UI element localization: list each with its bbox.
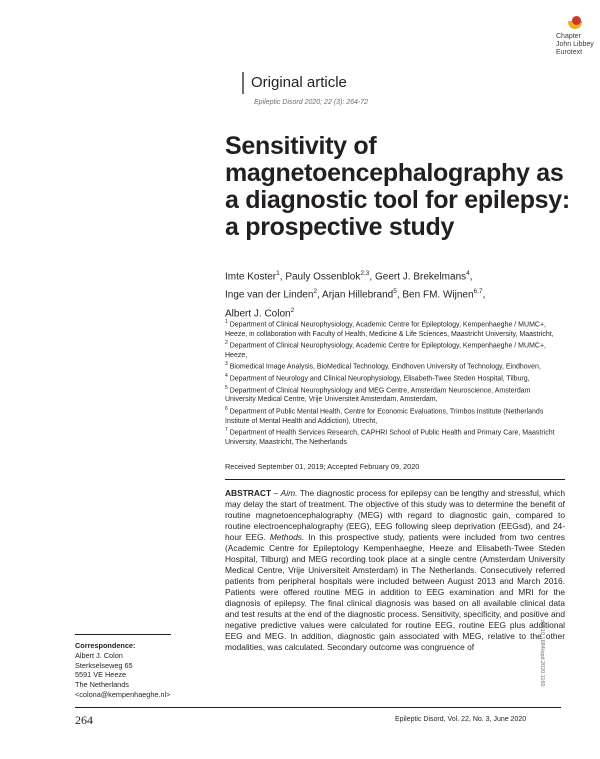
aim-label: Aim. [280,488,298,498]
affiliations [225,318,560,447]
author-name: Ben FM. Wijnen [402,289,474,301]
doi[interactable]: doi:10.1684/epd.2020.1160 [539,620,545,687]
affiliation-item: $^2$ Department of Clinical Neurophysiology, Academic Centre for Epileptology, Kempenhaeghe / MUMC+, Heeze, [225,340,546,359]
author-name: Pauly Ossenblok [285,271,361,283]
author-name: Imte Koster [225,271,277,283]
correspondence-email[interactable]: <colona@kempenhaeghe.nl> [75,689,171,699]
author-list: Imte Koster$^1$, Pauly Ossenblok$^{2,3}$, Geert J. Brekelmans$^4$, Inge van der Linden$^2$, Arjan Hillebrand$^5$, Ben FM. Wijnen$^{6,7}$, Albert J. Colon$^2$ [225,270,486,319]
correspondence-line: 5591 VE Heeze [75,670,127,680]
affiliation-item: $^4$ Department of Neurology and Clinical Neurophysiology, Elisabeth-Twee Steden Hospital, Tilburg, [225,373,530,383]
correspondence-line: The Netherlands [75,680,129,690]
divider [75,707,561,708]
correspondence-heading: Correspondence: [75,641,136,650]
section-label: Original article [251,74,347,91]
author-name: Albert J. Colon [225,307,291,319]
title-line: a prospective study [225,213,455,241]
article-title [225,132,570,241]
divider [225,479,565,480]
section-bar [242,72,244,94]
correspondence-line: Sterkselseweg 65 [75,660,133,670]
affiliation-item: $^3$ Biomedical Image Analysis, BioMedical Technology, Eindhoven University of Technology, Eindhoven, [225,361,541,371]
author-affil: 2 [313,288,318,296]
publisher-logo-text: Chapter John Libbey Eurotext [556,33,594,56]
received-dates: Received September 01, 2019; Accepted February 09, 2020 [225,462,420,471]
author-name: Arjan Hillebrand [322,289,394,301]
author-affil: 2,3 [360,270,370,277]
page-number: 264 [75,713,93,727]
publisher-logo [556,15,596,55]
affiliation-item: $^6$ Department of Public Mental Health, Centre for Economic Evaluations, Trimbos Institute (Netherlands Institute of Mental Health and Addiction), Utrecht, [225,405,544,425]
author-affil: 6,7 [473,288,483,296]
author-affil: 5 [393,288,397,296]
divider [75,634,171,635]
methods-text: In this prospective study, patients were included from two centres (Academic Centre for Epileptology Kempenhaeghe, Heeze and Elisabeth-Twee Steden Hospital, Tilburg) and MEG recording took place at a single centre (Amsterdam University Medical Centre, Vrije Universiteit Amsterdam) in The Netherlands. Consecutively referred patients from peripheral hospitals were included between August 2013 and March 2016. Patients were offered routine MEG in addition to EEG examination and MRI for the diagnosis of epilepsy. The final clinical diagnosis was based on all available clinical data and test results at the end of the diagnostic process. Sensitivity, specificity, and positive and negative predictive values were calculated for routine EEG, routine EEG plus additional EEG and MEG. In addition, diagnostic gain associated with MEG, relative to the other modalities, was calculated. Secondary outcome was congruence of [225,532,565,652]
correspondence-line: Albert J. Colon [75,650,123,660]
journal-footer: Epileptic Disord, Vol. 22, No. 3, June 2020 [395,716,527,723]
jle-logo-icon [568,21,582,29]
abstract: ABSTRACT – Aim. The diagnostic process for epilepsy can be lengthy and stressful, which may delay the start of treatment. The objective of this study was to determine the benefit of routine magnetoencephalography (MEG) with regard to diagnostic gain, compared to routine electroencephalography (EEG), EEG following sleep deprivation (EEGsd), and 24-hour EEG. Methods. In this prospective study, patients were included from two centres (Academic Centre for Epileptology Kempenhaeghe, Heeze and Elisabeth-Twee Steden Hospital, Tilburg) and MEG recording took place at a single centre (Amsterdam University Medical Centre, Vrije Universiteit Amsterdam) in The Netherlands. Consecutively referred patients from peripheral hospitals were included between August 2013 and March 2016. Patients were offered routine MEG in addition to EEG examination and MRI for the diagnosis of epilepsy. The final clinical diagnosis was based on all available clinical data and test results at the end of the diagnostic process. Sensitivity, specificity, and positive and negative predictive values were calculated for routine EEG, routine EEG plus additional EEG and MEG. In addition, diagnostic gain associated with MEG, relative to the other modalities, was calculated. Secondary outcome was congruence of [225,488,566,652]
abstract-label: ABSTRACT [225,488,272,498]
author-name: Inge van der Linden [225,289,314,301]
affiliation-item: $^5$ Department of Clinical Neurophysiology and MEG Centre, Amsterdam Neuroscience, Amsterdam University Medical Centre, Vrije Universiteit Amsterdam, Amsterdam, [225,384,531,404]
aim-text: The diagnostic process for epilepsy can be lengthy and stressful, which may delay the start of treatment. The objective of this study was to determine the benefit of routine magnetoencephalography (MEG) with regard to diagnostic gain, compared to routine electroencephalography (EEG), EEG following sleep deprivation (EEGsd), and 24-hour EEG. [225,488,566,542]
methods-label: Methods. [269,532,305,542]
citation: Epileptic Disord 2020; 22 (3): 264-72 [254,99,369,106]
affiliation-item: $^1$ Department of Clinical Neurophysiology, Academic Centre for Epileptology, Kempenhaeghe / MUMC+, Heeze, in collaboration with Faculty of Health, Medicine & Life Sciences, Maastricht University, Maastricht, [225,319,554,338]
title-line: Sensitivity of [225,132,377,160]
affiliation-item: $^7$ Department of Health Services Research, CAPHRI School of Public Health and Primary Care, Maastricht University, Maastricht, The Netherlands [225,427,555,446]
title-line: a diagnostic tool for epilepsy: [225,186,570,214]
author-affil: 4 [466,270,470,277]
author-name: Geert J. Brekelmans [374,271,467,283]
author-affil: 2 [290,306,295,314]
correspondence [75,641,170,700]
title-line: magnetoencephalography as [225,159,564,187]
author-affil: 1 [276,270,280,277]
